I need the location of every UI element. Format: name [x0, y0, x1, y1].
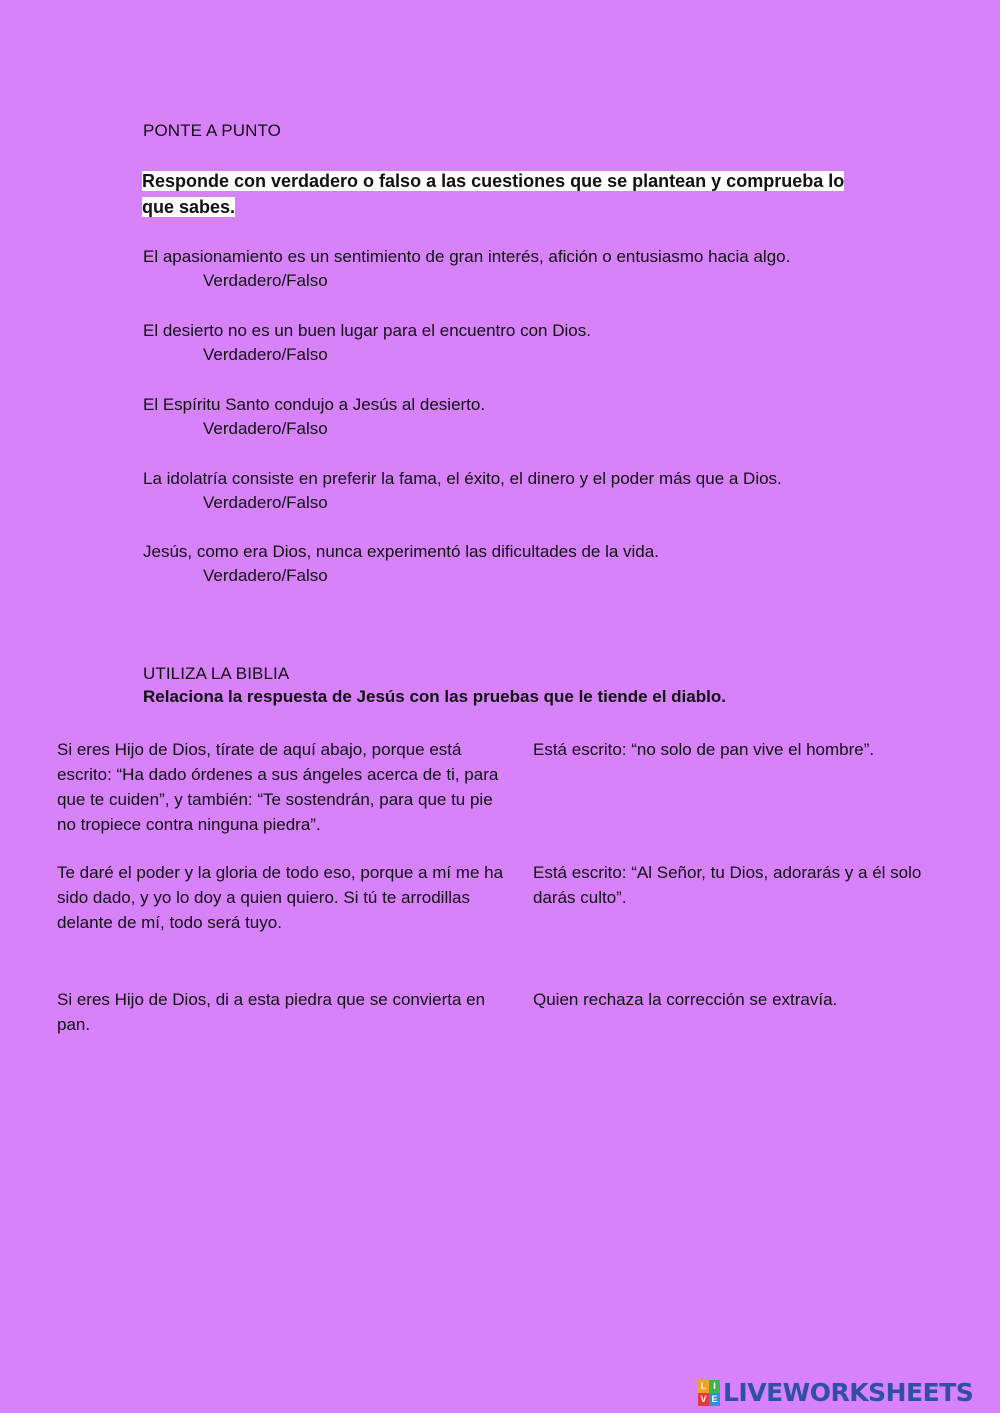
liveworksheets-logo	[698, 1378, 973, 1407]
matching-right-item[interactable]: Quien rechaza la corrección se extravía.	[533, 990, 838, 1009]
logo-text: LIVEWORKSHEETS	[723, 1378, 974, 1407]
matching-left-item[interactable]: Si eres Hijo de Dios, tírate de aquí abajo, porque está escrito: “Ha dado órdenes a sus ángeles acerca de ti, para que te cuiden”, y también: “Te sostendrán, para que tu pie no tropiece contra ninguna piedra”.	[57, 740, 499, 834]
true-false-answer[interactable]: Verdadero/Falso	[203, 493, 328, 512]
question-item	[143, 319, 883, 367]
question-text: El apasionamiento es un sentimiento de gran interés, afición o entusiasmo hacia algo.	[143, 247, 791, 266]
matching-right-item[interactable]: Está escrito: “Al Señor, tu Dios, adorarás y a él solo darás culto”.	[533, 863, 922, 907]
question-text: Jesús, como era Dios, nunca experimentó las dificultades de la vida.	[143, 542, 659, 561]
live-badge-icon	[698, 1380, 720, 1406]
true-false-answer[interactable]: Verdadero/Falso	[203, 419, 328, 438]
question-text: El desierto no es un buen lugar para el encuentro con Dios.	[143, 321, 591, 340]
section-title-ponte-a-punto: PONTE A PUNTO	[143, 121, 281, 140]
question-item	[143, 245, 883, 293]
true-false-instruction	[142, 168, 856, 220]
question-text: El Espíritu Santo condujo a Jesús al desierto.	[143, 395, 486, 414]
section-title-utiliza-la-biblia: UTILIZA LA BIBLIA	[143, 664, 290, 683]
true-false-answer[interactable]: Verdadero/Falso	[203, 566, 328, 585]
matching-left-item[interactable]: Si eres Hijo de Dios, di a esta piedra que se convierta en pan.	[57, 990, 486, 1034]
matching-right-item[interactable]: Está escrito: “no solo de pan vive el hombre”.	[533, 740, 875, 759]
question-item	[143, 393, 883, 441]
matching-instruction: Relaciona la respuesta de Jesús con las pruebas que le tiende el diablo.	[143, 687, 726, 706]
question-item	[143, 467, 883, 515]
true-false-answer[interactable]: Verdadero/Falso	[203, 271, 328, 290]
badge-letter: L	[698, 1380, 709, 1393]
true-false-instruction-text: Responde con verdadero o falso a las cuestiones que se plantean y comprueba lo que sabes.	[142, 171, 845, 217]
question-item	[143, 540, 883, 588]
question-text: La idolatría consiste en preferir la fama, el éxito, el dinero y el poder más que a Dios.	[143, 469, 782, 488]
badge-letter: I	[709, 1380, 720, 1393]
true-false-answer[interactable]: Verdadero/Falso	[203, 345, 328, 364]
badge-letter: V	[698, 1393, 709, 1406]
matching-left-item[interactable]: Te daré el poder y la gloria de todo eso, porque a mí me ha sido dado, y yo lo doy a quien quiero. Si tú te arrodillas delante de mí, todo será tuyo.	[57, 863, 504, 932]
badge-letter: E	[709, 1393, 720, 1406]
